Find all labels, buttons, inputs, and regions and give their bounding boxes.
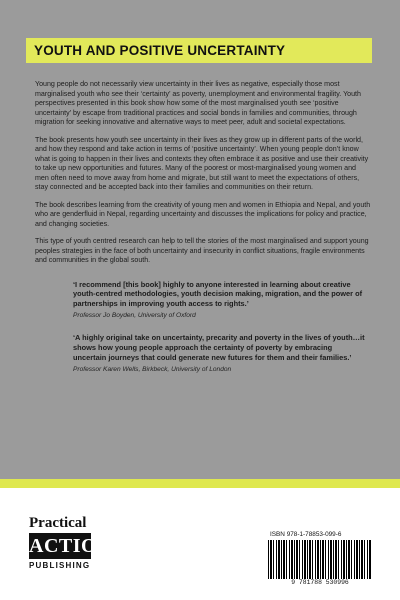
endorsement-attribution: Professor Karen Wells, Birkbeck, University of London — [73, 365, 232, 373]
book-title: YOUTH AND POSITIVE UNCERTAINTY — [34, 43, 286, 58]
blurb — [35, 80, 371, 387]
endorsement-attribution: Professor Jo Boyden, University of Oxford — [73, 312, 196, 320]
endorsement-text: ‘A highly original take on uncertainty, precarity and poverty in the lives of youth…it shows how young people approach the certainty of poverty by embracing uncertain journeys that could generate new futures for them and their families.’ — [73, 333, 365, 362]
blurb-paragraph: Young people do not necessarily view uncertainty in their lives as negative, especially those most marginalised youth who see their ‘certainty’ as poverty, unemployment and environmental fragility. Youth perspectives presented in this book show how some of the most marginalised youth see ‘positive uncertainty’ by escape from traditional practices and social bonds in families and communities, through migration for seeking innovative and alternative ways to meet peer, adult and societal expectations. — [35, 80, 361, 126]
publisher-logo-line3: PUBLISHING — [29, 561, 91, 570]
isbn-label: ISBN 978-1-78853-099-6 — [270, 531, 342, 538]
blurb-paragraph: The book presents how youth see uncertainty in their lives as they grow up in different parts of the world, and how they respond and take action in terms of ‘positive uncertainty’. When young people don’t know what is going to happen in their lives and contexts they often embrace it as positive and use their creativity to take up new opportunities and futures. Many of the poorest or most-marginalised young women and men often need to move away from home and migrate, but still want to meet the expectations of others, stay connected and be accepted back into their families and communities on their return. — [35, 135, 369, 191]
publisher-logo — [29, 515, 113, 570]
title-banner — [26, 38, 372, 63]
isbn-barcode — [268, 540, 372, 586]
endorsements — [35, 280, 371, 375]
publisher-logo-line2: ACTION — [29, 535, 113, 557]
endorsement — [73, 333, 365, 375]
accent-stripe — [0, 479, 400, 488]
barcode-digits: 9 781788 530996 — [268, 579, 372, 587]
blurb-paragraph: The book describes learning from the creativity of young men and women in Ethiopia and Nepal, and youth who are genderfluid in Nepal, regarding uncertainty and discusses the implications for policy and practice, and changing societies. — [35, 200, 371, 228]
blurb-paragraph: This type of youth centred research can help to tell the stories of the most marginalised and support young peoples strategies in the face of both uncertainty and insecurity in conflict situations, fragile environments and communities in the global south. — [35, 237, 369, 264]
endorsement — [73, 280, 365, 322]
endorsement-text: ‘I recommend [this book] highly to anyone interested in learning about creative youth-centred methodologies, youth decision making, migration, and the power of partnerships in improving youth access to rights.’ — [73, 279, 363, 309]
publisher-logo-line1: Practical — [29, 515, 87, 531]
barcode-icon — [268, 540, 372, 580]
